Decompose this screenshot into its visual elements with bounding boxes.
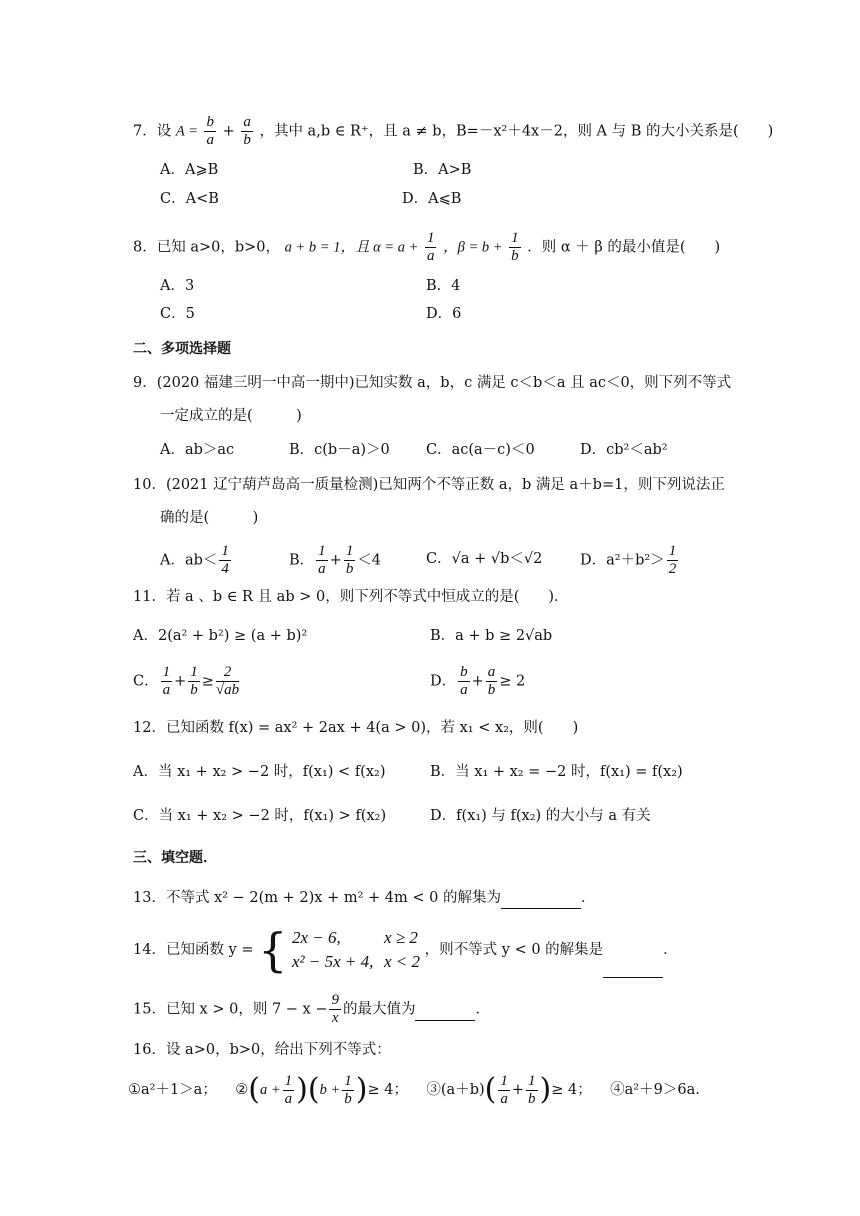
q8-fraction-1-over-a: $\frac{1}{a}$: [426, 230, 435, 264]
q15-answer-blank: [415, 1000, 475, 1021]
q13-text: 13．不等式 x² − 2(m + 2)x + m² + 4m < 0 的解集为: [133, 890, 501, 906]
q7-fraction-a-over-b: $\frac{a}{b}$: [243, 114, 251, 148]
q12-option-a: A．当 x₁ + x₂ > −2 时，f(x₁) < f(x₂): [133, 764, 386, 780]
q11-option-c: C． $\frac{1}{a}$ + $\frac{1}{b}$ ≥ $\frac{2}{√ab}$: [133, 664, 240, 698]
q7-option-c: C．A<B: [160, 191, 219, 207]
question-12-stem: 12．已知函数 f(x) = ax² + 2ax + 4(a > 0)，若 x₁ < x₂，则( ): [133, 720, 579, 736]
question-8-stem: [133, 230, 720, 265]
q14-brace: {: [258, 923, 288, 977]
q10-fraction-1-over-2: $\frac{1}{2}$: [668, 543, 677, 577]
q11-fraction-a-over-b: $\frac{a}{b}$: [487, 664, 496, 698]
q7-option-d: D．A⩽B: [402, 191, 462, 207]
q11-fraction-1-over-a: $\frac{1}{a}$: [162, 664, 171, 698]
q10-option-b: B． $\frac{1}{a}$ + $\frac{1}{b}$ ＜4: [289, 543, 382, 577]
q14-piecewise-cases: 2x − 6, x ≥ 2 x² − 5x + 4, x < 2: [292, 928, 421, 971]
q12-option-c: C．当 x₁ + x₂ > −2 时，f(x₁) > f(x₂): [133, 808, 387, 824]
q10-fraction-1-over-4: $\frac{1}{4}$: [221, 543, 229, 577]
q10-option-d: D．a²＋b²＞ $\frac{1}{2}$: [580, 543, 677, 577]
q11-fraction-1-over-b: $\frac{1}{b}$: [190, 664, 198, 698]
q7-option-b: B．A>B: [413, 162, 472, 178]
q16-inequalities: [128, 1068, 700, 1112]
q10-fraction-1-over-a: $\frac{1}{a}$: [318, 543, 326, 577]
q8-condition-1: a + b = 1，且 α = a +: [284, 239, 419, 256]
q8-option-b: B．4: [426, 278, 461, 294]
q8-option-a: A．3: [160, 278, 195, 294]
question-9-line-2: 一定成立的是( ): [160, 408, 302, 424]
q9-option-c: C．ac(a－c)＜0: [426, 442, 535, 458]
q10-option-c: C．√a + √b＜√2: [426, 551, 543, 567]
q16-item-4: ④a²＋9＞6a.: [610, 1082, 700, 1098]
question-11-stem: 11．若 a 、b ∈ R 且 ab > 0，则下列不等式中恒成立的是( )．: [133, 589, 569, 605]
q11-option-b: B．a + b ≥ 2√ab: [430, 628, 553, 644]
q12-option-d: D．f(x₁) 与 f(x₂) 的大小与 a 有关: [430, 808, 651, 824]
q7-prefix: 7．设: [133, 123, 172, 140]
question-10-line-2: 确的是( ): [160, 510, 259, 526]
q7-fraction-b-over-a: $\frac{b}{a}$: [206, 114, 214, 148]
q7-option-a: A．A⩾B: [160, 162, 219, 178]
q11-option-d: D． $\frac{b}{a}$ + $\frac{a}{b}$ ≥ 2: [430, 664, 526, 698]
q10-option-a: A．ab＜ $\frac{1}{4}$: [160, 543, 229, 577]
q14-post: ，则不等式 y < 0 的解集是: [424, 942, 604, 958]
q15-fraction-9-over-x: $\frac{9}{x}$: [331, 992, 339, 1026]
q7-lhs: A =: [175, 123, 198, 140]
q12-option-b: B．当 x₁ + x₂ = −2 时，f(x₁) = f(x₂): [430, 764, 683, 780]
q11-option-a: A．2(a² + b²) ≥ (a + b)²: [133, 628, 308, 644]
q13-answer-blank: [501, 888, 581, 909]
q7-condition: ，其中 a,b ∈ R⁺，且 a ≠ b，B=－x²＋4x－2，则 A 与 B 的大小关系是( ): [259, 123, 774, 140]
q11-fraction-b-over-a: $\frac{b}{a}$: [460, 664, 468, 698]
question-14: 14．已知函数 y = { 2x − 6, x ≥ 2 x² − 5x + 4, x < 2 ，则不等式 y < 0 的解集是 ．: [133, 923, 678, 977]
q16-item-1: ①a²＋1＞a；: [128, 1082, 217, 1098]
q8-option-c: C．5: [160, 306, 195, 322]
q7-plus: +: [222, 123, 235, 140]
q8-fraction-1-over-b: $\frac{1}{b}$: [511, 230, 519, 264]
section-heading-multiple-choice: 二、多项选择题: [133, 341, 231, 357]
question-10-line-1: 10．(2021 辽宁葫芦岛高一质量检测)已知两个不等正数 a，b 满足 a＋b=1，则下列说法正: [133, 477, 725, 493]
q16-item-2: ②(a + $\frac{1}{a}$ )(b + $\frac{1}{b}$ )≥ 4；: [235, 1072, 408, 1107]
q9-option-d: D．cb²＜ab²: [580, 442, 668, 458]
q8-condition-2: ，β = b +: [443, 239, 503, 256]
q9-option-b: B．c(b－a)＞0: [289, 442, 390, 458]
q10-fraction-1-over-b: $\frac{1}{b}$: [345, 543, 354, 577]
q8-tail: ．则 α ＋ β 的最小值是( ): [527, 239, 721, 256]
question-9-line-1: 9．(2020 福建三明一中高一期中)已知实数 a，b，c 满足 c＜b＜a 且 ac＜0，则下列不等式: [133, 375, 732, 391]
q15-post: 的最大值为: [342, 1001, 416, 1018]
question-7-stem: [133, 114, 773, 149]
q15-prefix: 15．已知 x > 0，则 7 − x −: [133, 1001, 328, 1018]
q11-fraction-2-over-sqrt-ab: $\frac{2}{√ab}$: [215, 664, 240, 698]
section-heading-fill-in: 三、填空题．: [133, 850, 217, 866]
question-16-stem: 16．设 a>0，b>0，给出下列不等式：: [133, 1042, 391, 1058]
q9-option-a: A．ab＞ac: [160, 442, 235, 458]
q14-prefix: 14．已知函数 y =: [133, 942, 254, 958]
question-13: 13．不等式 x² − 2(m + 2)x + m² + 4m < 0 的解集为 ．: [133, 888, 595, 909]
q8-prefix: 8．已知 a>0，b>0，: [133, 239, 281, 256]
q8-option-d: D．6: [426, 306, 462, 322]
question-15: 15．已知 x > 0，则 7 − x − $\frac{9}{x}$ 的最大值为 ．: [133, 992, 490, 1026]
q14-answer-blank: [603, 923, 663, 978]
q16-item-3: ③(a＋b)( $\frac{1}{a}$ + $\frac{1}{b}$ )≥ 4；: [426, 1072, 592, 1107]
